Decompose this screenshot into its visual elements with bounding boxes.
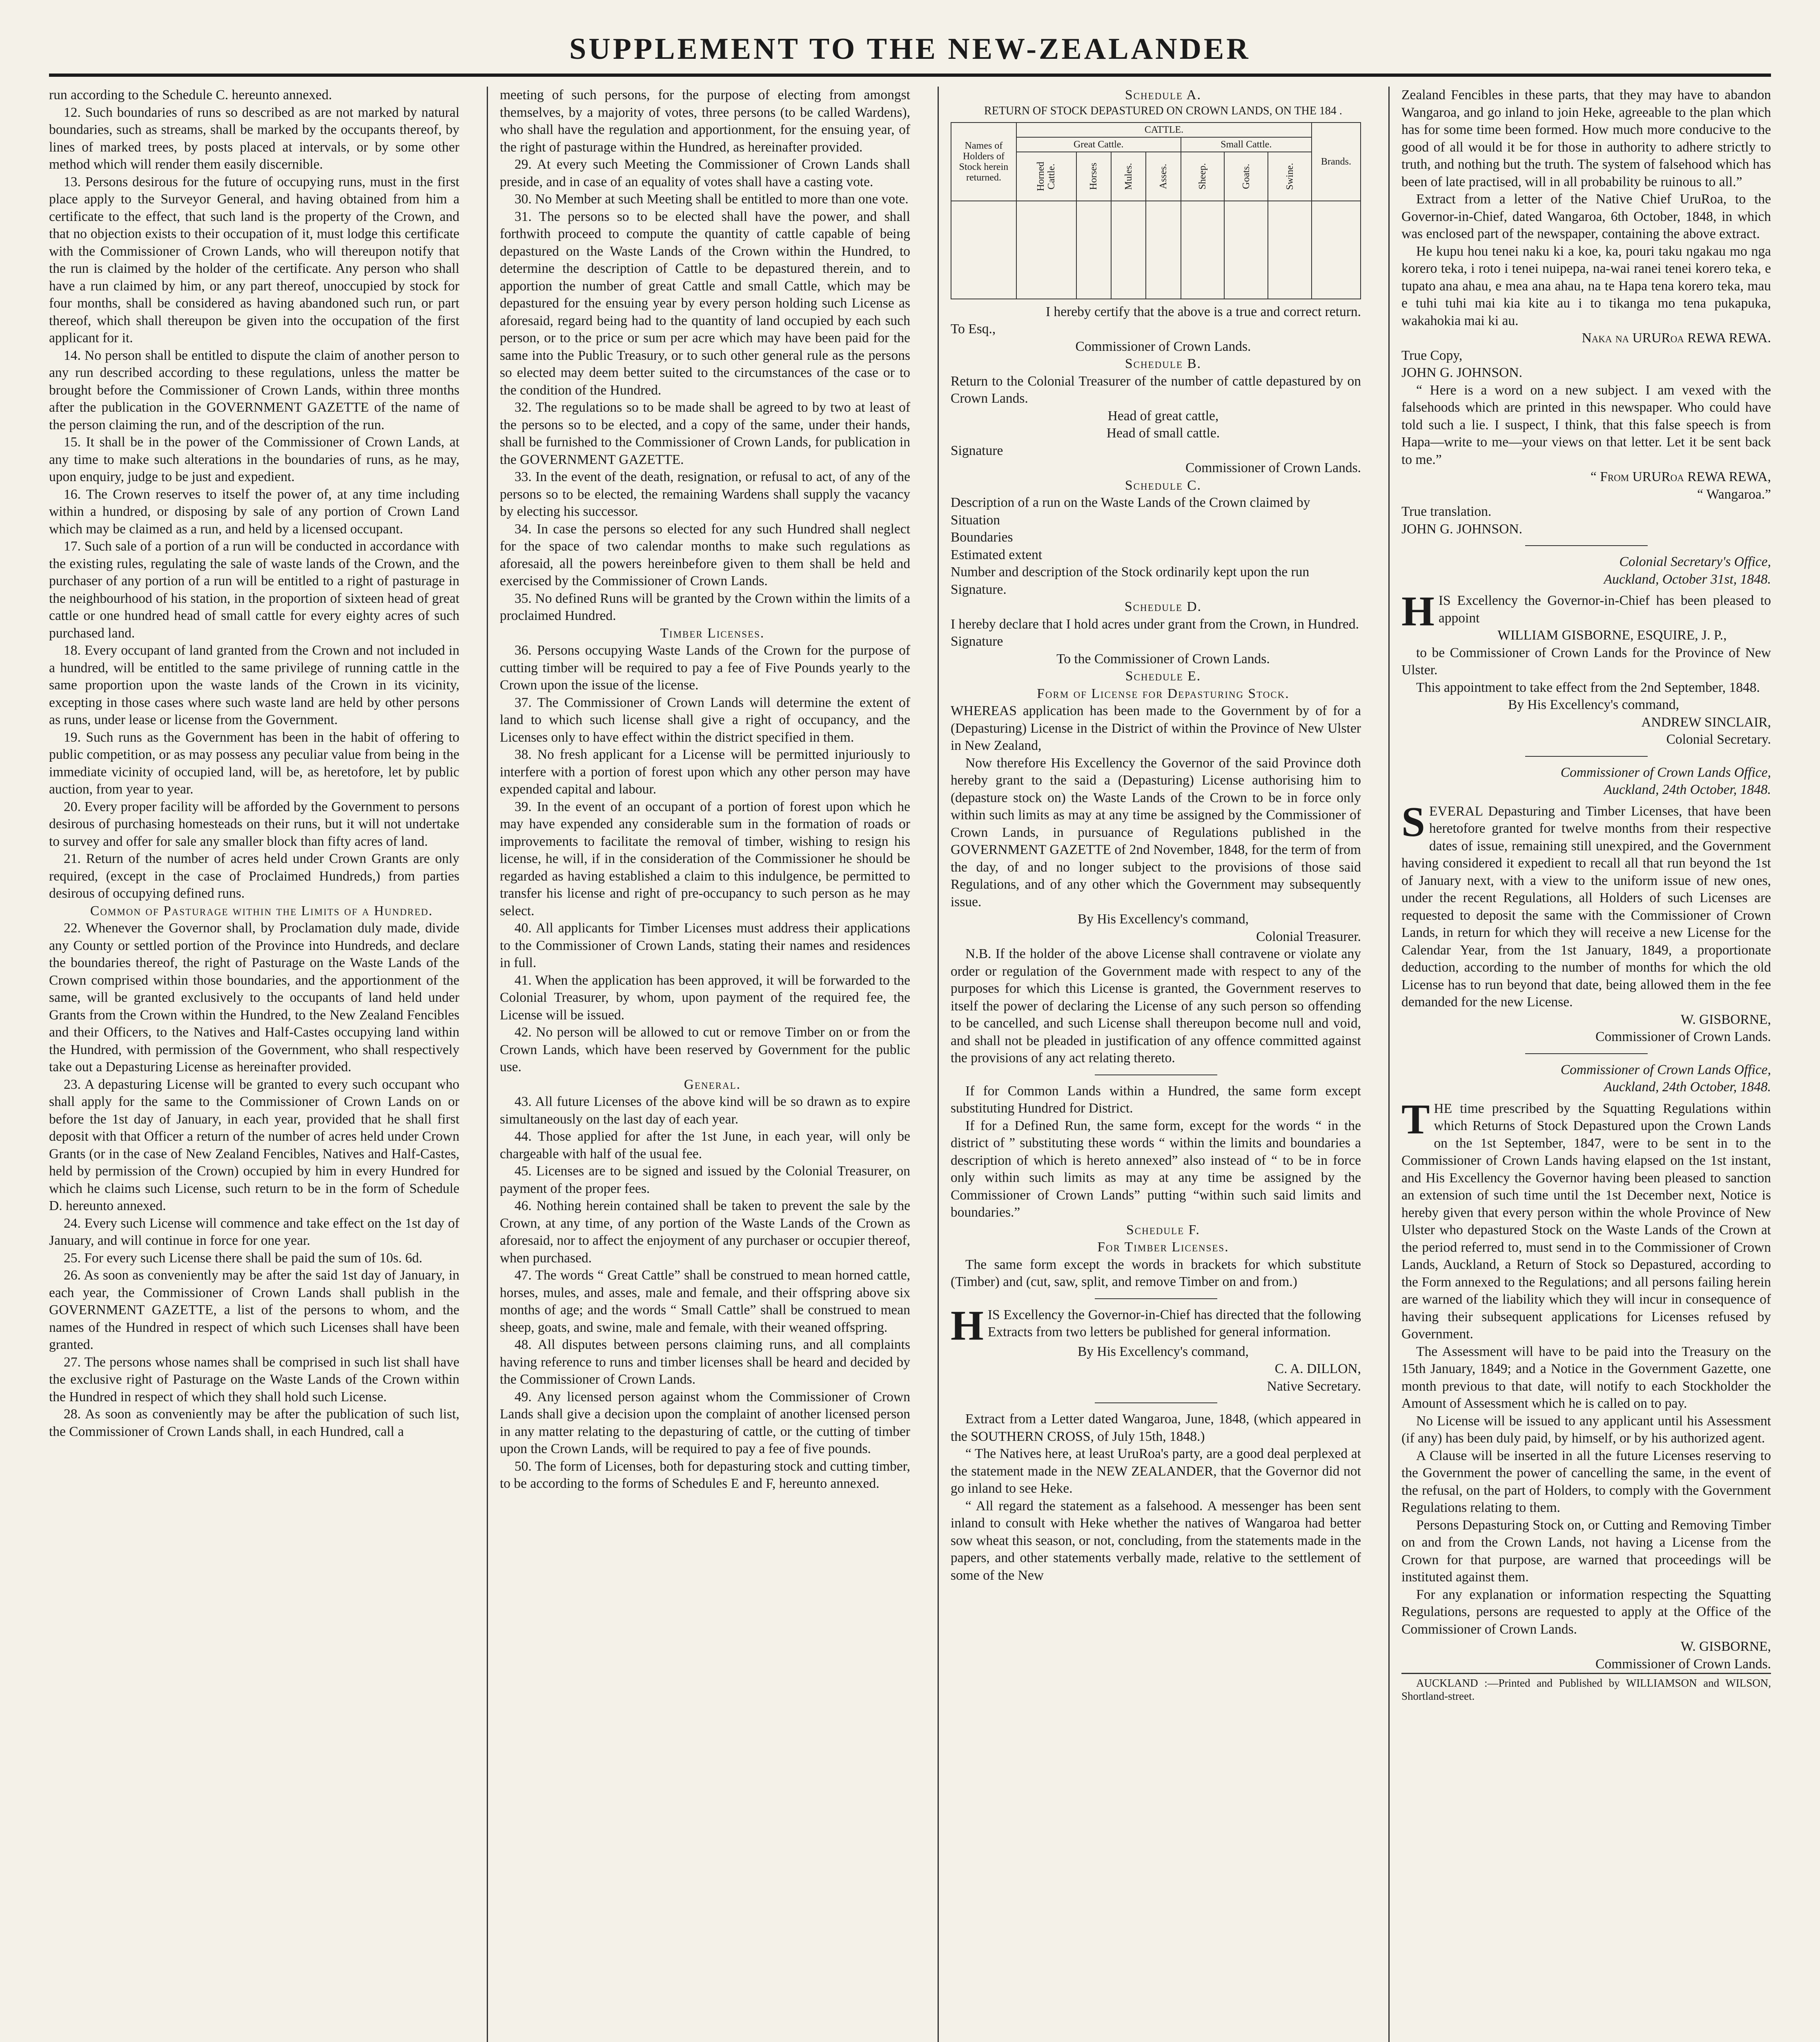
notice-paragraph — [1401, 1095, 1771, 1343]
paragraph: Description of a run on the Waste Lands of the Crown claimed by — [951, 495, 1310, 510]
paragraph: Colonial Secretary. — [1666, 732, 1771, 747]
paragraph: 50. The form of Licenses, both for depasturing stock and cutting timber, to be according to the forms of Schedules E and F, hereunto annexed. — [500, 1458, 910, 1491]
notice-body: IS Excellency the Governor-in-Chief has directed that the following Extracts from two letters be published for general information. — [987, 1307, 1361, 1340]
separator — [1095, 1402, 1217, 1403]
paragraph: 32. The regulations so to be made shall be agreed to by two at least of the persons so to be elected, and a copy of the same, under their hands, shall be furnished to the Commissioner of Crown Lands, for publication in the GOVERNMENT GAZETTE. — [500, 400, 910, 467]
paragraph: Head of great cattle, — [1107, 408, 1219, 424]
paragraph: Commissioner of Crown Lands. — [1185, 460, 1361, 475]
paragraph: 43. All future Licenses of the above kind will be so drawn as to expire simultaneously on the last day of each year. — [500, 1094, 910, 1127]
paragraph: 31. The persons so to be elected shall have the power, and shall forthwith proceed to compute the quantity of cattle capable of being depastured on the Waste Lands of the Crown within the Hundred, to determine the description of Cattle to be depastured therein, and to apportion the number of great Cattle and small Cattle, which may be depastured for the ensuing year by every person holding such License as aforesaid, regard being had to the quantity of land occupied by each such person, or to the price or sum per acre which may have been paid for the same into the Public Treasury, or to such other general rule as the persons so elected may deem better suited to the circumstances of the case or to the condition of the Hundred. — [500, 209, 910, 398]
paragraph: 20. Every proper facility will be afforded by the Government to persons desirous of purchasing homesteads on their runs, but it will not undertake to survey and offer for sale any smaller block than fifty acres of land. — [49, 799, 459, 849]
paragraph-text: HE time prescribed by the Squatting Regulations within which Returns of Stock Depastured upon the Crown Lands on the 1st September, 1847, were to be sent in to the Commissioner of Crown Lands having elapsed on the 1st instant, and His Excellency the Governor having been pleased to sanction an extension of such time until the 1st December next, Notice is hereby given that every person within the whole Province of New Ulster who depastured Stock on the Waste Lands of the Crown at the period referred to, must send in to the Commissioner of Crown Lands, Auckland, a Return of Stock so Depastured, according to the Form annexed to the Regulations; and all persons failing herein are warned of the liability which they will incur in consequence of having their subsequent applications for Licenses refused by Government. — [1401, 1101, 1771, 1342]
paragraph: Situation — [951, 512, 1000, 528]
paragraph: W. GISBORNE, — [1680, 1012, 1771, 1027]
paragraph: Auckland, 24th October, 1848. — [1604, 1079, 1771, 1095]
paragraph: Extract from a letter of the Native Chief UruRoa, to the Governor-in-Chief, dated Wangaroa, 6th October, 1848, in which was enclosed part of the newspaper, containing the above extract. — [1401, 192, 1771, 241]
paragraph: Number and description of the Stock ordinarily kept upon the run — [951, 564, 1310, 580]
paragraph: 49. Any licensed person against whom the Commissioner of Crown Lands shall give a decision upon the complaint of another licensed person in any matter relating to the depasturing of cattle, or the cutting of timber upon the Crown Lands, will be required to pay a fee of five pounds. — [500, 1389, 910, 1456]
table-subheader: Asses. — [1158, 163, 1169, 189]
paragraph: JOHN G. JOHNSON. — [1401, 521, 1522, 537]
paragraph: True translation. — [1401, 504, 1492, 519]
paragraph: Auckland, October 31st, 1848. — [1604, 571, 1771, 587]
paragraph: 46. Nothing herein contained shall be taken to prevent the sale by the Crown, at any time, of any portion of the Waste Lands of the Crown as aforesaid, nor to affect the enjoyment of any purchaser or occupier thereof, when purchased. — [500, 1198, 910, 1266]
masthead: SUPPLEMENT TO THE NEW-ZEALANDER — [569, 32, 1251, 66]
paragraph: Commissioner of Crown Lands. — [1595, 1029, 1771, 1044]
paragraph: 41. When the application has been approved, it will be forwarded to the Colonial Treasurer, by whom, upon payment of the required fee, the License will be issued. — [500, 972, 910, 1023]
paragraph: 27. The persons whose names shall be comprised in such list shall have the exclusive right of Pasturage on the Waste Lands of the Crown within the Hundred in respect of which they shall hold such License. — [49, 1354, 459, 1404]
paragraph: W. GISBORNE, — [1680, 1639, 1771, 1654]
paragraph: 17. Such sale of a portion of a run will be conducted in accordance with the existing rules, regulating the sale of waste lands of the Crown, and the purchaser of any portion of a run will be entitled to a right of pasturage in the neighbourhood of his station, in the proportion of sixteen head of great cattle or one hundred head of small cattle for every eighty acres of such purchased land. — [49, 539, 459, 641]
separator — [1525, 1053, 1648, 1054]
paragraph: 25. For every such License there shall be paid the sum of 10s. 6d. — [64, 1250, 423, 1266]
paragraph: Estimated extent — [951, 547, 1043, 562]
section-heading: Common of Pasturage within the Limits of a Hundred. — [90, 903, 433, 918]
paragraph: Commissioner of Crown Lands Office, — [1560, 1062, 1771, 1077]
drop-cap: H — [1401, 588, 1435, 635]
paragraph: Persons Depasturing Stock on, or Cutting and Removing Timber on and from the Crown Lands, not having a License from the Crown for that purpose, are warned that proceedings will be instituted against them. — [1401, 1517, 1771, 1585]
schedule-a-title: RETURN OF STOCK DEPASTURED ON CROWN LANDS, ON THE 184 . — [984, 104, 1342, 117]
drop-cap: S — [1401, 798, 1425, 845]
table-subheader: Horned Cattle. — [1036, 161, 1057, 191]
paragraph: 22. Whenever the Governor shall, by Proclamation duly made, divide any County or settled portion of the Province into Hundreds, and declare the boundaries thereof, the right of Pasturage on the Waste Lands of the Crown comprised within those boundaries, and the apportionment of the same, will be granted exclusively to the occupants of land held under Grants from the Crown within the Hundred, to the New Zealand Fencibles and their Officers, to the Natives and Half-Castes occupying land within the Hundred, with permission of the Government, who shall respectively take out a Depasturing License as hereinafter provided. — [49, 921, 459, 1075]
paragraph: Boundaries — [951, 530, 1013, 545]
paragraph: 14. No person shall be entitled to dispute the claim of another person to any run described according to these regulations, unless the matter be brought before the Commissioner of Crown Lands, within three months after the publication in the GOVERNMENT GAZETTE of the name of the person claiming the run, and of the description of the run. — [49, 348, 459, 432]
paragraph: Now therefore His Excellency the Governor of the said Province doth hereby grant to the said a (Depasturing) License authorising him to (depasture stock on) the Waste Lands of the Crown to be in force only within such limits as may at any time be assigned by the Commissioner of Crown Lands, in pursuance of Regulations published in the GOVERNMENT GAZETTE of 2nd November, 1848, for the term of from the day, of and no longer subject to the provisions of those said Regulations, and of any other which the Government may subsequently issue. — [951, 755, 1361, 910]
table-subheader: Mules. — [1123, 163, 1134, 190]
paragraph: Colonial Treasurer. — [1256, 929, 1361, 944]
stock-return-table — [951, 122, 1361, 299]
paragraph: 34. In case the persons so elected for any such Hundred shall neglect for the space of two calendar months to make such regulations as aforesaid, all the powers hereinbefore given to them shall be held and exercised by the Commissioner of Crown Lands. — [500, 521, 910, 589]
separator — [1525, 545, 1648, 546]
masthead-rule — [49, 74, 1771, 77]
column-divider — [487, 87, 488, 2042]
table-subheader: Goats. — [1241, 163, 1252, 189]
paragraph: 26. As soon as conveniently may be after the said 1st day of January, in each year, the Commissioner of Crown Lands shall publish in the GOVERNMENT GAZETTE, a list of the persons to whom, and the names of the Hundred in respect of which such Licenses shall have been granted. — [49, 1268, 459, 1352]
paragraph: A Clause will be inserted in all the future Licenses reserving to the Government the power of cancelling the same, in the event of the refusal, on the part of Holders, to comply with the Government Regulations relating to them. — [1401, 1448, 1771, 1515]
separator — [1525, 756, 1648, 757]
paragraph: 15. It shall be in the power of the Commissioner of Crown Lands, at any time to make such alterations in the boundaries of runs, as he may, upon enquiry, judge to be just and expedient. — [49, 435, 459, 484]
paragraph: JOHN G. JOHNSON. — [1401, 365, 1522, 380]
schedule-c-heading: Schedule C. — [1125, 477, 1202, 493]
separator — [1095, 1298, 1217, 1299]
paragraph: Signature. — [951, 582, 1007, 597]
paragraph: If for Common Lands within a Hundred, the same form except substituting Hundred for District. — [951, 1083, 1361, 1116]
column-divider — [1388, 87, 1390, 2042]
paragraph: 23. A depasturing License will be granted to every such occupant who shall apply for the same to the Commissioner of Crown Lands on or before the 1st day of January, in each year, provided that he shall first deposit with that Officer a return of the number of acres held under Crown Grants (or in the case of New Zealand Fencibles, Natives and Half-Castes, held by permission of the Crown) occupied by him in every Hundred for which he claims such License, such return to be in the form of Schedule D. hereunto annexed. — [49, 1077, 459, 1213]
table-subheader: Horses — [1088, 163, 1099, 190]
paragraph: Zealand Fencibles in these parts, that they may have to abandon Wangaroa, and go inland to join Heke, agreeable to the plan which has for some time been formed. How much more conducive to the good of all would it be for those in authority to adhere strictly to truth, and nothing but the truth. The system of falsehood which has been of late practised, will in all probability be ruinous to all.” — [1401, 87, 1771, 189]
section-heading: Timber Licenses. — [660, 625, 765, 641]
paragraph: 21. Return of the number of acres held under Crown Grants are only required, (except in the case of Proclaimed Hundreds,) from parties desirous of occupying defined runs. — [49, 851, 459, 901]
paragraph: Commissioner of Crown Lands. — [1595, 1656, 1771, 1672]
paragraph: 12. Such boundaries of runs so described as are not marked by natural boundaries, such as streams, shall be marked by the occupants thereof, by lines of marked trees, by posts placed at intervals, or by some other method which will render them easily discernible. — [49, 105, 459, 172]
notice-title: Native Secretary. — [1267, 1378, 1361, 1394]
paragraph: 36. Persons occupying Waste Lands of the Crown for the purpose of cutting timber will be required to pay a fee of Five Pounds yearly to the Crown upon the issue of the license. — [500, 643, 910, 693]
schedule-b-heading: Schedule B. — [1125, 356, 1202, 371]
paragraph: I hereby certify that the above is a true and correct return. — [1046, 304, 1361, 319]
small-cattle-header: Small Cattle. — [1181, 137, 1312, 152]
brands-header: Brands. — [1312, 123, 1361, 201]
paragraph: Colonial Secretary's Office, — [1619, 554, 1771, 569]
paragraph: By His Excellency's command, — [1077, 912, 1249, 927]
drop-cap: T — [1401, 1095, 1430, 1143]
great-cattle-header: Great Cattle. — [1016, 137, 1181, 152]
paragraph: 42. No person will be allowed to cut or remove Timber on or from the Crown Lands, which have been reserved by Government for the public use. — [500, 1025, 910, 1075]
extract-heading: Extract from a Letter dated Wangaroa, June, 1848, (which appeared in the SOUTHERN CROSS, of July 15th, 1848.) — [951, 1411, 1361, 1444]
notice-command: By His Excellency's command, — [1077, 1344, 1249, 1359]
paragraph: N.B. If the holder of the above License shall contravene or violate any order or regulation of the Government made with respect to any of the purposes for which this License is granted, the Government reserves to itself the power of declaring the License of any such person so offending to be cancelled, and such License shall thereupon become null and void, and shall not be pleaded in justification of any offence committed against the provisions of any act relating thereto. — [951, 946, 1361, 1066]
paragraph: “ Here is a word on a new subject. I am vexed with the falsehoods which are printed in this newspaper. Who could have told such a lie. I suspect, I think, that this false speech is from Hapa—write to me—your views on that letter. Let it be sent back to me.” — [1401, 382, 1771, 467]
paragraph: Commissioner of Crown Lands. — [1075, 339, 1251, 354]
paragraph: 40. All applicants for Timber Licenses must address their applications to the Commissioner of Crown Lands, stating their names and residences in full. — [500, 921, 910, 970]
paragraph: This appointment to take effect from the 2nd September, 1848. — [1416, 680, 1760, 695]
paragraph: To the Commissioner of Crown Lands. — [1056, 651, 1270, 667]
paragraph: Signature — [951, 634, 1003, 649]
names-column-header: Names of Holders of Stock herein returned. — [951, 123, 1016, 201]
paragraph: 38. No fresh applicant for a License will be permitted injuriously to interfere with a portion of forest upon which any other person may have expended capital and labour. — [500, 747, 910, 797]
paragraph: 13. Persons desirous for the future of occupying runs, must in the first place apply to the Surveyor General, and having obtained from him a certificate to the effect, that such land is the property of the Crown, and that no objection exists to their occupation of it, must lodge this certificate with the Commissioner of Crown Lands, who will thereupon notify that the run is claimed by the holder of the certificate. Any person who shall have a run claimed by him, or any part thereof, unoccupied by stock for four months, shall be considered as having abandoned such run, or part thereof, which shall thereupon be given into the occupation of the first applicant for it. — [49, 174, 459, 346]
paragraph: 48. All disputes between persons claiming runs, and all complaints having reference to runs and timber licenses shall be heard and decided by the Commissioner of Crown Lands. — [500, 1337, 910, 1387]
paragraph: By His Excellency's command, — [1508, 697, 1680, 712]
paragraph: To Esq., — [951, 321, 996, 337]
cattle-header: CATTLE. — [1016, 123, 1312, 137]
paragraph: Commissioner of Crown Lands Office, — [1560, 765, 1771, 780]
paragraph: 18. Every occupant of land granted from the Crown and not included in a hundred, will be entitled to the same privilege of running cattle in the same proportion upon the waste lands of the Crown in its vicinity, excepting in those cases where such waste land are held by other persons as runs, under lease or license from the Government. — [49, 643, 459, 727]
paragraph: He kupu hou tenei naku ki a koe, ka, pouri taku ngakau mo nga korero teka, i roto i tenei nuipepa, na-wai ranei tenei korero teka, e tupato ana ahau, e mea ana ahau, na te Hapa tena korero teka, mau e tuhi tuhi mai kia kite au i to tikanga mo tena pukapuka, wakahokia mai ki au. — [1401, 243, 1771, 328]
paragraph: to be Commissioner of Crown Lands for the Province of New Ulster. — [1401, 645, 1771, 678]
schedule-f-body: The same form except the words in brackets for which substitute (Timber) and (cut, saw, split, and remove Timber on and from.) — [951, 1257, 1361, 1289]
table-subheader: Swine. — [1284, 163, 1295, 190]
schedule-f-title: For Timber Licenses. — [1097, 1239, 1229, 1255]
paragraph: For any explanation or information respecting the Squatting Regulations, persons are requested to apply at the Office of the Commissioner of Crown Lands. — [1401, 1587, 1771, 1637]
paragraph: If for a Defined Run, the same form, except for the words “ in the district of ” substituting these words “ within the limits and boundaries a description of which is hereto annexed” also instead of “ to be in force only within such limits as may at any time be assigned by the Commissioner of Crown Lands” putting “within such said limits and boundaries.” — [951, 1118, 1361, 1220]
paragraph: 28. As soon as conveniently may be after the publication of such list, the Commissioner of Crown Lands shall, in each Hundred, call a — [49, 1407, 459, 1439]
column-2 — [500, 87, 910, 2042]
schedule-d-heading: Schedule D. — [1125, 599, 1202, 614]
column-divider — [938, 87, 939, 2042]
paragraph: No License will be issued to any applicant until his Assessment (if any) has been duly paid, by himself, or by his authorized agent. — [1401, 1413, 1771, 1446]
notice-signature: C. A. DILLON, — [1274, 1361, 1361, 1376]
notice-paragraph — [1401, 798, 1771, 1011]
paragraph: 30. No Member at such Meeting shall be entitled to more than one vote. — [515, 192, 909, 207]
paragraph: “ Wangaroa.” — [1697, 486, 1771, 502]
paragraph: meeting of such persons, for the purpose of electing from amongst themselves, by a majority of votes, three persons (to be called Wardens), who shall have the regulation and apportionment, for the ensuing year, of the right of pasturage within the Hundred, as hereinafter provided. — [500, 87, 910, 155]
paragraph: Return to the Colonial Treasurer of the number of cattle depastured by on Crown Lands. — [951, 373, 1361, 406]
paragraph: WILLIAM GISBORNE, ESQUIRE, J. P., — [1497, 628, 1727, 643]
column-1 — [49, 87, 459, 2042]
paragraph: 45. Licenses are to be signed and issued by the Colonial Treasurer, on payment of the proper fees. — [500, 1164, 910, 1196]
paragraph: Head of small cattle. — [1106, 426, 1220, 441]
schedule-a-heading: Schedule A. — [1125, 87, 1202, 103]
paragraph: 35. No defined Runs will be granted by the Crown within the limits of a proclaimed Hundred. — [500, 591, 910, 623]
paragraph: run according to the Schedule C. hereunto annexed. — [49, 87, 332, 103]
schedule-e-title: Form of License for Depasturing Stock. — [1037, 686, 1290, 701]
printer-imprint: AUCKLAND :—Printed and Published by WILLIAMSON and WILSON, Shortland-street. — [1401, 1673, 1771, 1703]
paragraph: 44. Those applied for after the 1st June, in each year, will only be chargeable with half of the usual fee. — [500, 1129, 910, 1161]
paragraph: True Copy, — [1401, 348, 1463, 363]
column-3 — [951, 87, 1361, 2042]
paragraph: “ All regard the statement as a falsehood. A messenger has been sent inland to consult with Heke whether the natives of Wangaroa had better sow wheat this season, or not, concluding, from the statements made in the papers, and other statements verbally made, relative to the settlement of some of the New — [951, 1498, 1361, 1583]
schedule-f-heading: Schedule F. — [1126, 1222, 1200, 1237]
schedule-e-heading: Schedule E. — [1125, 669, 1201, 684]
paragraph: 39. In the event of an occupant of a portion of forest upon which he may have expended any considerable sum in the formation of roads or improvements to facilitate the removal of timber, wishing to resign his license, he will, if in the consideration of the Commissioner he should be regarded as having established a claim to this indulgence, be permitted to transfer his license and right of pre-occupancy to such person as he may select. — [500, 799, 910, 918]
paragraph: “ The Natives here, at least UruRoa's party, are a good deal perplexed at the statement made in the NEW ZEALANDER, that the Governor did not go inland to see Heke. — [951, 1446, 1361, 1496]
paragraph: 37. The Commissioner of Crown Lands will determine the extent of land to which such license shall give a right of occupancy, and the Licenses only to have effect within the district specified in them. — [500, 695, 910, 745]
paragraph: 16. The Crown reserves to itself the power of, at any time including within a hundred, or disposing by sale of any portion of Crown Land which may be claimed as a run, and held by a licensed occupant. — [49, 486, 459, 537]
paragraph: Auckland, 24th October, 1848. — [1604, 782, 1771, 797]
paragraph: 29. At every such Meeting the Commissioner of Crown Lands shall preside, and in case of an equality of votes shall have a casting vote. — [500, 157, 910, 189]
paragraph: I hereby declare that I hold acres under grant from the Crown, in Hundred. — [951, 616, 1359, 632]
paragraph: The Assessment will have to be paid into the Treasury on the 15th January, 1849; and a Notice in the Government Gazette, one month previous to that date, will notify to each Stockholder the Amount of Assessment which he is called on to pay. — [1401, 1344, 1771, 1411]
paragraph: 33. In the event of the death, resignation, or refusal to act, of any of the persons so to be elected, the remaining Wardens shall supply the vacancy by electing his successor. — [500, 469, 910, 519]
paragraph: “ From URURoa REWA REWA, — [1590, 469, 1771, 484]
paragraph: Signature — [951, 443, 1003, 458]
paragraph-text: IS Excellency the Governor-in-Chief has been pleased to appoint — [1438, 593, 1771, 626]
section-heading: General. — [684, 1077, 741, 1092]
notice-paragraph — [1401, 588, 1771, 635]
drop-cap: H — [951, 1302, 984, 1349]
column-4 — [1401, 87, 1771, 2042]
paragraph: WHEREAS application has been made to the Government by of for a (Depasturing) License in the District of within the Province of New Ulster in New Zealand, — [951, 703, 1361, 753]
paragraph: 19. Such runs as the Government has been in the habit of offering to public competition, or as may possess any peculiar value from being in the immediate vicinity of occupied land, will be, as heretofore, let by public auction, from year to year. — [49, 729, 459, 797]
paragraph: 47. The words “ Great Cattle” shall be construed to mean horned cattle, horses, mules, and asses, male and female, and their offspring above six months of age; and the words “ Small Cattle” shall be construed to mean sheep, goats, and swine, male and female, with their weaned offspring. — [500, 1268, 910, 1335]
paragraph: Naka na URURoa REWA REWA. — [1582, 330, 1771, 346]
paragraph-text: EVERAL Depasturing and Timber Licenses, that have been heretofore granted for twelve months from their respective dates of issue, remaining still unexpired, and the Government having considered it expedient to recall all that run beyond the 1st of January next, with a view to the uniform issue of new ones, under the recent Regulations, all Holders of such Licenses are requested to deposit the same with the Commissioner of Crown Lands, in return for which they will receive a new License for the Calendar Year, from the 1st January, 1849, a proportionate deduction, according to the number of months for which the old License has to run beyond that date, being allowed them in the fee demanded for the new License. — [1401, 803, 1771, 1010]
paragraph: 24. Every such License will commence and take effect on the 1st day of January, and will continue in force for one year. — [49, 1215, 459, 1248]
paragraph: ANDREW SINCLAIR, — [1641, 714, 1771, 730]
table-subheader: Sheep. — [1197, 163, 1208, 189]
